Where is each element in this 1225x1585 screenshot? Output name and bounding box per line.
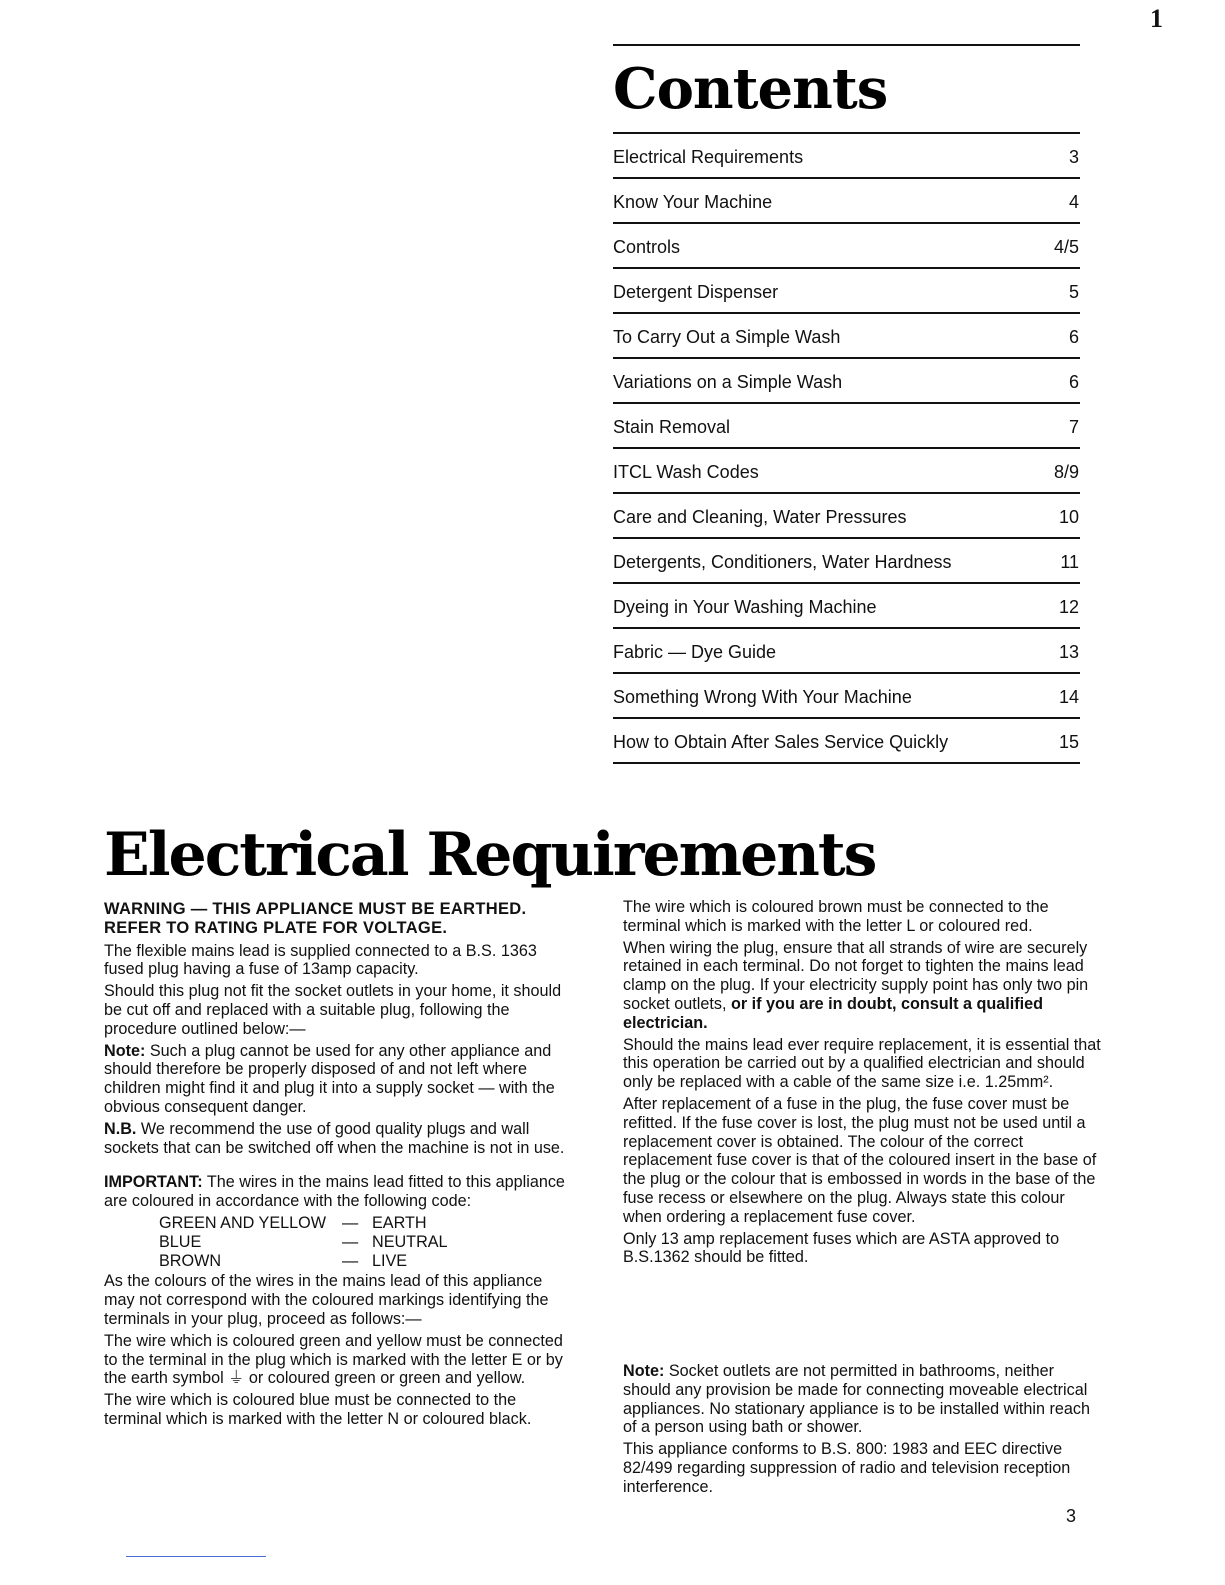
nb-text: We recommend the use of good quality plugs and wall sockets that can be switched off when the machine is not in use. — [104, 1119, 565, 1157]
toc-item[interactable] — [613, 494, 1080, 539]
toc-item-page: 12 — [1058, 597, 1079, 617]
toc-item-page: 14 — [1058, 687, 1079, 707]
toc-item-page: 6 — [1068, 372, 1079, 392]
wire-function: LIVE — [372, 1251, 408, 1270]
paragraph-note — [104, 1042, 566, 1117]
wire-dash: — — [342, 1213, 359, 1232]
wire-colour-table — [159, 1214, 566, 1270]
toc-item-label: Detergent Dispenser — [613, 282, 779, 302]
paragraph-green-yellow-wire: The wire which is coloured green and yellow must be connected to the terminal in the plug which is marked with the letter E or by the earth symbol ⏚ or coloured green or green and yellow. — [104, 1331, 563, 1388]
paragraph-colours-mismatch: As the colours of the wires in the mains lead of this appliance may not correspond with the coloured markings identifying the terminals in your plug, proceed as follows:— — [104, 1272, 549, 1328]
paragraph-fused-plug: The flexible mains lead is supplied connected to a B.S. 1363 fused plug having a fuse of 13amp capacity. — [104, 941, 537, 979]
toc-item-page: 3 — [1068, 147, 1079, 167]
toc-item-label: Care and Cleaning, Water Pressures — [613, 507, 907, 527]
toc-item-page: 6 — [1068, 327, 1079, 347]
wire-dash: — — [342, 1251, 359, 1270]
paragraph-important — [104, 1173, 566, 1211]
toc-item-label: To Carry Out a Simple Wash — [613, 327, 841, 347]
toc-item-label: How to Obtain After Sales Service Quickly — [613, 732, 949, 752]
paragraph-blue-wire: The wire which is coloured blue must be connected to the terminal which is marked with the letter N or coloured black. — [104, 1391, 532, 1428]
contents-list — [613, 134, 1080, 764]
toc-item[interactable] — [613, 449, 1080, 494]
paragraph-mains-lead-replacement: Should the mains lead ever require replacement, it is essential that this operation be carried out by a qualified electrician and should only be replaced with a cable of the same size i.e. 1.25mm². — [623, 1035, 1101, 1092]
right-column — [623, 898, 1101, 1270]
wire-colour: GREEN AND YELLOW — [159, 1213, 327, 1232]
wire-colour: BROWN — [159, 1251, 222, 1270]
contents-top-rule — [613, 44, 1080, 46]
toc-item-label: Controls — [613, 237, 681, 257]
toc-item-page: 7 — [1068, 417, 1079, 437]
left-column — [104, 900, 566, 1432]
important-label: IMPORTANT: — [104, 1173, 203, 1192]
toc-item-label: Variations on a Simple Wash — [613, 372, 843, 392]
toc-item-page: 11 — [1060, 552, 1079, 572]
toc-item[interactable] — [613, 359, 1080, 404]
wire-colour: BLUE — [159, 1232, 202, 1251]
toc-item[interactable] — [613, 404, 1080, 449]
note2-label: Note: — [623, 1362, 665, 1380]
toc-item-label: Stain Removal — [613, 417, 731, 437]
consult-electrician-text: or if you are in doubt, consult a qualified electrician. — [623, 994, 1044, 1032]
toc-item[interactable] — [613, 314, 1080, 359]
electrical-requirements-title: Electrical Requirements — [104, 820, 876, 890]
bottom-decoration-line — [126, 1556, 266, 1557]
toc-item-page: 4/5 — [1053, 237, 1079, 257]
page-number-bottom: 3 — [1066, 1506, 1077, 1526]
toc-item[interactable] — [613, 719, 1080, 764]
toc-item[interactable] — [613, 179, 1080, 224]
toc-item-label: Something Wrong With Your Machine — [613, 687, 912, 707]
paragraph-replace-plug: Should this plug not fit the socket outlets in your home, it should be cut off and replaced with a suitable plug, following the procedure outlined below:— — [104, 982, 562, 1038]
nb-label: N.B. — [104, 1119, 137, 1138]
toc-item-label: ITCL Wash Codes — [613, 462, 759, 482]
toc-item-label: Electrical Requirements — [613, 147, 804, 167]
paragraph-asta-fuses: Only 13 amp replacement fuses which are ASTA approved to B.S.1362 should be fitted. — [623, 1229, 1060, 1267]
toc-item-page: 5 — [1068, 282, 1079, 302]
paragraph-conformity: This appliance conforms to B.S. 800: 1983 and EEC directive 82/499 regarding suppression of radio and television reception interference. — [623, 1440, 1071, 1496]
wiring-text: When wiring the plug, ensure that all strands of wire are securely retained in each terminal. Do not forget to tighten the mains lead clamp on the plug. If your electricity supply point has only two pin socket outlets, — [623, 938, 1089, 1013]
page-number-top: 1 — [1150, 4, 1163, 33]
toc-item[interactable] — [613, 584, 1080, 629]
paragraph-fuse-cover: After replacement of a fuse in the plug, the fuse cover must be refitted. If the fuse cover is lost, the plug must not be used until a replacement cover is obtained. The colour of the correct replacement fuse cover is that of the coloured insert in the base of the plug or the colour that is embossed in words in the base of the fuse recess or elsewhere on the plug. Always state this colour when ordering a replacement fuse cover. — [623, 1094, 1097, 1226]
toc-item-label: Know Your Machine — [613, 192, 773, 212]
toc-item[interactable] — [613, 674, 1080, 719]
note-text: Such a plug cannot be used for any other appliance and should therefore be properly disposed of and not left where children might find it and plug it into a supply socket — with the obvious consequent danger. — [104, 1041, 555, 1116]
paragraph-wiring-plug — [623, 939, 1101, 1033]
important-text: The wires in the mains lead fitted to this appliance are coloured in accordance with the following code: — [104, 1173, 565, 1211]
toc-item[interactable] — [613, 629, 1080, 674]
note2-text: Socket outlets are not permitted in bathrooms, neither should any provision be made for connecting moveable electrical appliances. No stationary appliance is to be installed within reach of a person using bath or shower. — [623, 1362, 1091, 1437]
bathroom-note-block — [623, 1362, 1103, 1500]
toc-item-page: 15 — [1058, 732, 1079, 752]
warning-text: WARNING — THIS APPLIANCE MUST BE EARTHED. REFER TO RATING PLATE FOR VOLTAGE. — [104, 900, 527, 937]
wire-function: NEUTRAL — [372, 1232, 448, 1251]
toc-item-label: Dyeing in Your Washing Machine — [613, 597, 877, 617]
wire-row — [159, 1233, 566, 1252]
toc-item[interactable] — [613, 539, 1080, 584]
toc-item[interactable] — [613, 269, 1080, 314]
wire-function: EARTH — [372, 1213, 427, 1232]
toc-item-label: Fabric — Dye Guide — [613, 642, 777, 662]
toc-item-page: 8/9 — [1053, 462, 1079, 482]
toc-item-page: 13 — [1058, 642, 1079, 662]
paragraph-nb — [104, 1120, 566, 1158]
toc-item[interactable] — [613, 224, 1080, 269]
wire-row — [159, 1252, 566, 1271]
paragraph-bathroom-note — [623, 1362, 1103, 1437]
toc-item[interactable] — [613, 134, 1080, 179]
paragraph-brown-wire: The wire which is coloured brown must be connected to the terminal which is marked with the letter L or coloured red. — [623, 898, 1049, 935]
toc-item-page: 4 — [1068, 192, 1079, 212]
note-label: Note: — [104, 1041, 146, 1060]
wire-row — [159, 1214, 566, 1233]
toc-item-label: Detergents, Conditioners, Water Hardness — [613, 552, 952, 572]
contents-title: Contents — [613, 56, 888, 122]
wire-dash: — — [342, 1232, 359, 1251]
contents-section — [613, 44, 1080, 764]
toc-item-page: 10 — [1058, 507, 1079, 527]
